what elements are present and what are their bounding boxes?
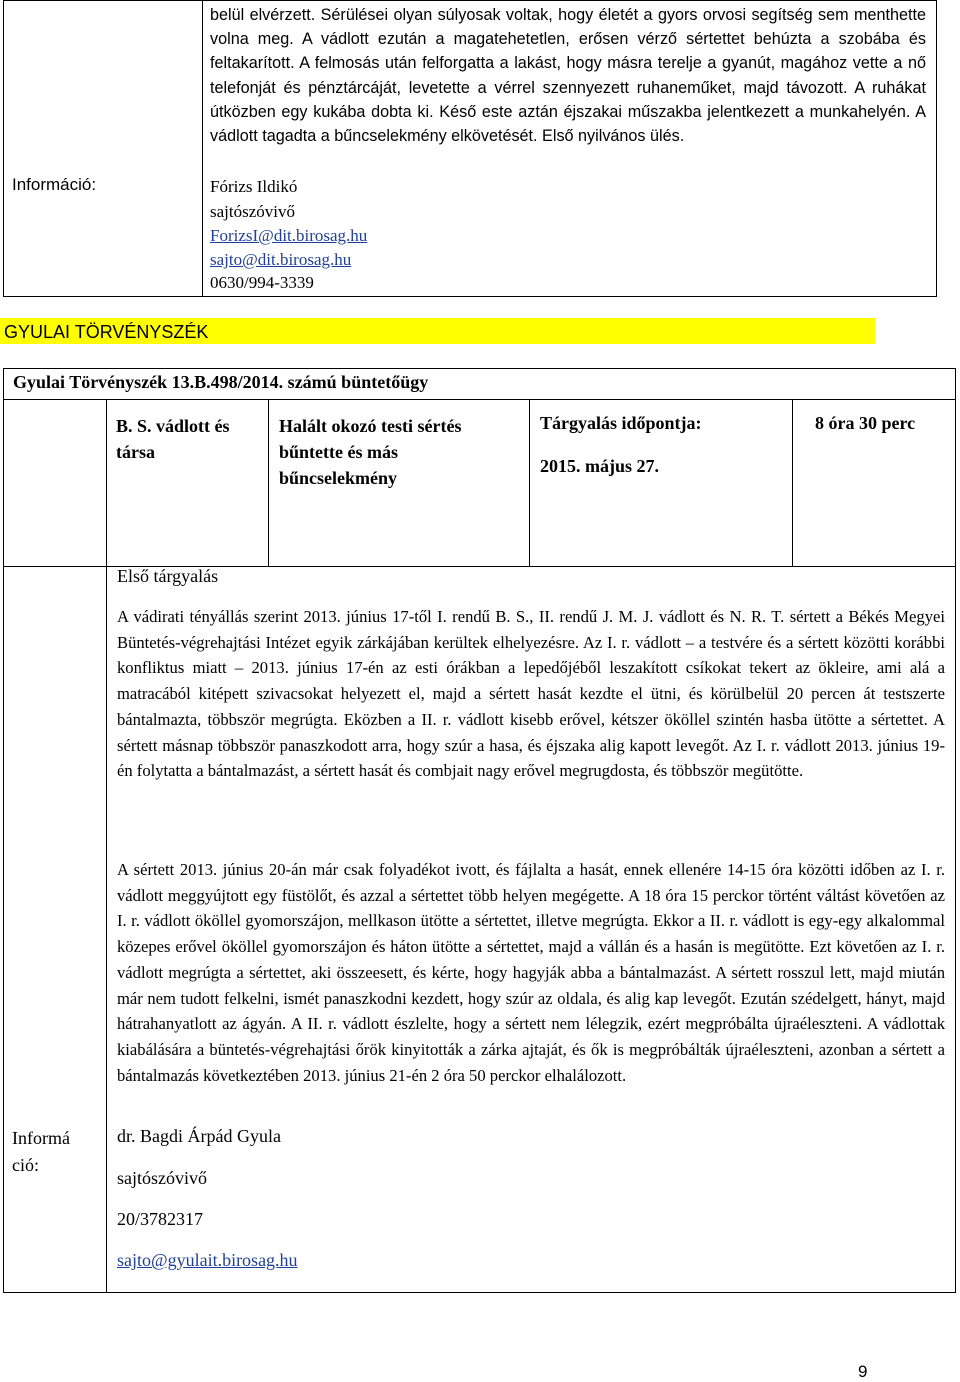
- case-defendant: B. S. vádlott és társa: [116, 416, 230, 462]
- bottom-contact-role: sajtószóvivő: [117, 1168, 207, 1188]
- top-info-paragraph: belül elvérzett. Sérülései olyan súlyosak voltak, hogy életét a gyors orvosi segítség sem menthette volna meg. A vádlott ezután a magatehetetlen, erősen vérző sértettet behúzta a szobába és feltakarított. A felmosás után felforgatta a lakást, hogy másra terelje a gyanút, magához vette a nő telefonját és pénztárcáját, levetette a vérrel szennyezett ruhaneműket, majd távozott. A ruhákat útközben egy kukába dobta ki. Késő este aztán éjszakai műszakba jelentkezett a munkahelyén. A vádlott tagadta a bűncselekmény elkövetését. Első nyilvános ülés.: [210, 6, 926, 146]
- case-divider-4: [792, 399, 793, 567]
- bottom-contact-phone: 20/3782317: [117, 1209, 204, 1229]
- hearing-time: 8 óra 30 perc: [815, 413, 916, 433]
- page-number: 9: [858, 1362, 868, 1381]
- case-divider-2: [268, 399, 269, 567]
- bottom-contact-name: dr. Bagdi Árpád Gyula: [117, 1126, 281, 1146]
- top-info-label-cell: [3, 0, 203, 297]
- hearing-date: 2015. május 27.: [540, 456, 660, 476]
- indictment-paragraph-2: A sértett 2013. június 20-án már csak folyadékot ivott, és fájlalta a hasát, ennek ellenére 14-15 óra közötti időben az I. r. vádlott meggyújtott egy füstölőt, és azzal a sértettet több helyen megégette. A 18 óra 15 perckor történt váltást követően az I. r. vádlott ököllel gyomorszájon, mellkason ütötte a sértettet, illetve megrúgta. Ekkor a II. r. vádlott is egy-egy alkalommal közepes erővel ököllel gyomorszájon és háton ütötte a sértettet, majd a vállán és a hasán is megütötte. Ezt követően az I. r. vádlott megrúgta a sértettet, aki összeesett, és kérte, hogy hagyják abba a bántalmazást. A sértett rosszul lett, majd miután már nem tudott felkelni, ismét panaszkodni kezdett, hogy szúr az oldala, és alig kap levegőt. Ezután szédelgett, hányt, majd hátrahanyatlott az ágyán. A II. r. vádlott észlelte, hogy a sértett nem lélegzik, ezért megpróbálta újraéleszteni. A vádlottak kiabálására a büntetés-végrehajtási őrök kinyitották a zárka ajtaját, és ők is megpróbálták újraéleszteni, azonban a sértett a bántalmazás következtében 2013. június 21-én 2 óra 50 perckor elhalálozott.: [117, 860, 945, 1085]
- top-info-label: Információ:: [12, 175, 97, 194]
- bottom-info-label: Informá ció:: [12, 1128, 70, 1175]
- case-divider-3: [529, 399, 530, 567]
- hearing-label: Tárgyalás időpontja:: [540, 413, 702, 433]
- top-contact-name: Fórizs Ildikó: [210, 177, 298, 196]
- top-contact-phone: 0630/994-3339: [210, 273, 314, 292]
- bottom-contact-email[interactable]: sajto@gyulait.birosag.hu: [117, 1250, 298, 1270]
- top-contact-email-1[interactable]: ForizsI@dit.birosag.hu: [210, 226, 368, 245]
- case-charge: Halált okozó testi sértés bűntette és más bűncselekmény: [279, 416, 462, 488]
- top-contact-email-2[interactable]: sajto@dit.birosag.hu: [210, 250, 352, 269]
- case-title: Gyulai Törvényszék 13.B.498/2014. számú büntetőügy: [13, 372, 429, 392]
- top-contact-role: sajtószóvivő: [210, 202, 295, 221]
- hearing-type: Első tárgyalás: [117, 566, 219, 586]
- indictment-paragraph-1: A vádirati tényállás szerint 2013. június 17-től I. rendű B. S., II. rendű J. M. J. vádlott és N. R. T. sértett a Békés Megyei Büntetés-végrehajtási Intézet egyik zárkájában kerültek elhelyezésre. Az I. r. vádlott – a testvére és a sértett közötti korábbi konfliktus miatt – 2013. június 17-én az esti órákban a lepedőjéből leszakított csíkokat tekert az ökleire, ami alá a matracából kitépett szivacsokat helyezett el, majd a sértett hasát kezdte el ütni, és körülbelül 20 percen át testszerte bántalmazta, többször megrúgta. Eközben a II. r. vádlott kisebb erővel, kétszer ököllel szintén hasba ütötte a sértettet. A sértett másnap többször panaszkodott arra, hogy szúr a hasa, és éjszaka alig kapott levegőt. Az I. r. vádlott 2013. június 19-én folytatta a bántalmazást, a sértett hasát és combjait nagy erővel megrugdosta, és többször megütötte.: [117, 607, 945, 781]
- court-banner-title: GYULAI TÖRVÉNYSZÉK: [4, 322, 209, 342]
